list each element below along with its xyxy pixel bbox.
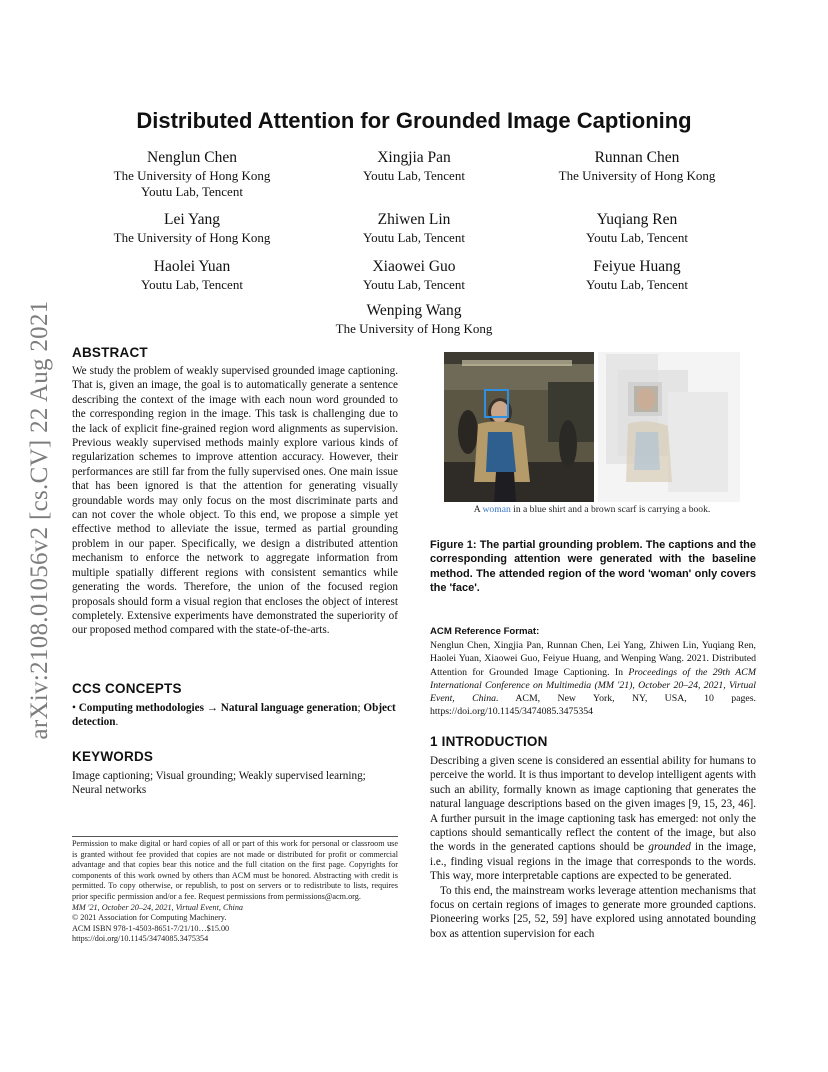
author-block bbox=[314, 257, 514, 293]
author-block bbox=[92, 210, 292, 246]
author-affiliation: The University of Hong Kong bbox=[558, 168, 716, 183]
abstract-heading: ABSTRACT bbox=[72, 345, 148, 360]
author-block bbox=[314, 148, 514, 184]
author-name: Yuqiang Ren bbox=[596, 211, 678, 228]
ccs-sep: ; bbox=[357, 702, 361, 714]
ccs-part3: Object detection bbox=[72, 702, 396, 729]
author-block bbox=[92, 257, 292, 293]
author-affiliation: Youtu Lab, Tencent bbox=[141, 277, 243, 292]
author-block bbox=[92, 148, 292, 200]
footnote-isbn: ACM ISBN 978-1-4503-8651-7/21/10…$15.00 bbox=[72, 923, 230, 933]
author-name: Xingjia Pan bbox=[377, 149, 451, 166]
author-affiliation: The University of Hong Kong bbox=[113, 168, 271, 183]
ccs-part2: Natural language generation bbox=[220, 702, 358, 714]
keywords-heading: KEYWORDS bbox=[72, 749, 154, 764]
footnote-venue: MM '21, October 20–24, 2021, Virtual Event, China bbox=[72, 902, 244, 912]
author-block bbox=[314, 301, 514, 337]
author-name: Feiyue Huang bbox=[593, 258, 681, 275]
author-name: Wenping Wang bbox=[366, 302, 462, 319]
author-affiliation: Youtu Lab, Tencent bbox=[586, 230, 688, 245]
abstract-text: We study the problem of weakly supervised grounded image captioning. That is, given an image, the goal is to automatically generate a sentence describing the context of the image with each noun word grounded to the corresponding region in the image. This task is challenging due to the lack of explicit fine-grained region word alignments as supervision. Previous weakly supervised methods mainly explore various kinds of regularization schemes to improve attention accuracy. However, their performances are still far from the fully supervised ones. One main issue that has been ignored is that the attention for generating visually groundable words may only focus on the most discriminate parts and can not cover the whole object. To this end, we propose a simple yet effective method to alleviate the issue, termed as partial grounding problem in our paper. Specifically, we design a distributed attention mechanism to enforce the network to aggregate information from multiple spatially different regions with consistent semantics while generating the words. Therefore, the union of the focused region proposals should form a visual region that encloses the object of interest completely. Extensive experiments have demonstrated the superiority of our proposed method compared with the state-of-the-arts. bbox=[72, 365, 398, 637]
intro-paragraph-2: To this end, the mainstream works leverage attention mechanisms that focus on certain regions of images to generate more grounded captions. Pioneering works [25, 52, 59] have explored using annotated bounding box as attention supervision for each bbox=[430, 884, 756, 940]
figure-attention-map bbox=[598, 352, 740, 502]
acm-ref-tail: ACM, New York, NY, USA, 10 pages. https://doi.org/10.1145/3474085.3475354 bbox=[430, 693, 757, 718]
acm-ref-heading: ACM Reference Format: bbox=[430, 626, 540, 637]
arxiv-stamp-text: arXiv:2108.01056v2 [cs.CV] 22 Aug 2021 bbox=[26, 300, 53, 740]
author-name: Runnan Chen bbox=[594, 149, 680, 166]
intro-paragraph-1 bbox=[430, 754, 756, 884]
author-affiliation: Youtu Lab, Tencent bbox=[141, 184, 243, 199]
acm-ref-authors: Nenglun Chen, Xingjia Pan, Runnan Chen, Lei Yang, Zhiwen Lin, Yuqiang Ren, Haolei Yuan, Xiaowei Guo, Feiyue Huang, and Wenping Wang. 2021. Distributed Attention for Grounded Image Captioning. In bbox=[430, 640, 756, 678]
figure-caption-text bbox=[444, 504, 740, 515]
acm-ref-text bbox=[430, 639, 756, 719]
caption-highlight: woman bbox=[482, 504, 511, 515]
ccs-heading: CCS CONCEPTS bbox=[72, 681, 182, 696]
intro-p1-a: Describing a given scene is considered an essential ability for humans to perceive the world. It is thus important to develop intelligent agents with such an ability, formally known as image captioning that generates the natural language descriptions based on the given images [9, 15, 23, 46]. A further pursuit in the image captioning task has emerged: not only the captions should semantically reflect the content of the image, but also the words in the generated captions should be bbox=[430, 755, 756, 854]
caption-pre: A bbox=[473, 504, 483, 515]
author-block bbox=[537, 210, 737, 246]
arxiv-stamp bbox=[20, 280, 60, 760]
ccs-bullet: • bbox=[72, 702, 76, 714]
footnote bbox=[72, 839, 398, 945]
author-name: Nenglun Chen bbox=[147, 149, 237, 166]
footnote-doi: https://doi.org/10.1145/3474085.3475354 bbox=[72, 934, 209, 944]
footnote-copyright: © 2021 Association for Computing Machinery. bbox=[72, 913, 227, 923]
caption-post: in a blue shirt and a brown scarf is carrying a book. bbox=[510, 504, 711, 515]
author-affiliation: The University of Hong Kong bbox=[113, 230, 271, 245]
acm-ref-proceedings: Proceedings of the 29th ACM International Conference on Multimedia (MM '21), October 20–24, 2021, Virtual Event, China. bbox=[430, 666, 756, 705]
figure-photo bbox=[444, 352, 594, 502]
author-affiliation: Youtu Lab, Tencent bbox=[363, 277, 465, 292]
figure-photo-image bbox=[444, 352, 594, 502]
author-affiliation: Youtu Lab, Tencent bbox=[586, 277, 688, 292]
ccs-part1: Computing methodologies bbox=[78, 702, 204, 714]
ccs-text bbox=[72, 701, 398, 730]
author-block bbox=[537, 257, 737, 293]
paper-title: Distributed Attention for Grounded Image Captioning bbox=[136, 108, 692, 133]
intro-p1-em: grounded bbox=[648, 841, 691, 854]
keywords-text: Image captioning; Visual grounding; Weakly supervised learning; Neural networks bbox=[72, 770, 366, 797]
introduction-heading: 1 INTRODUCTION bbox=[430, 734, 548, 749]
author-affiliation: Youtu Lab, Tencent bbox=[363, 230, 465, 245]
author-name: Lei Yang bbox=[164, 211, 220, 228]
author-block bbox=[314, 210, 514, 246]
author-affiliation: Youtu Lab, Tencent bbox=[363, 168, 465, 183]
ccs-end: . bbox=[115, 716, 119, 729]
author-name: Zhiwen Lin bbox=[377, 211, 451, 228]
author-affiliation: The University of Hong Kong bbox=[335, 321, 493, 336]
attention-map-image bbox=[598, 352, 740, 502]
author-name: Haolei Yuan bbox=[153, 258, 231, 275]
footnote-permission: Permission to make digital or hard copies of all or part of this work for personal or classroom use is granted without fee provided that copies are not made or distributed for profit or commercial advantage and that copies bear this notice and the full citation on the first page. Copyrights for components of this work owned by others than ACM must be honored. Abstracting with credit is permitted. To copy otherwise, or republish, to post on servers or to redistribute to lists, requires prior specific permission and/or a fee. Request permissions from permissions@acm.org. bbox=[72, 839, 398, 901]
author-block bbox=[537, 148, 737, 184]
footnote-rule bbox=[72, 836, 398, 837]
intro-p1-b: in the image, i.e., finding visual regions in the image that corresponds to the words. This way, more interpretable captions are expected to be generated. bbox=[430, 841, 756, 883]
figure-label: Figure 1: The partial grounding problem. The captions and the corresponding attention were generated with the baseline method. The attended region of the word 'woman' only covers the 'face'. bbox=[430, 539, 756, 595]
author-name: Xiaowei Guo bbox=[372, 258, 456, 275]
ccs-arrow: → bbox=[206, 702, 218, 714]
introduction-text bbox=[430, 754, 756, 941]
